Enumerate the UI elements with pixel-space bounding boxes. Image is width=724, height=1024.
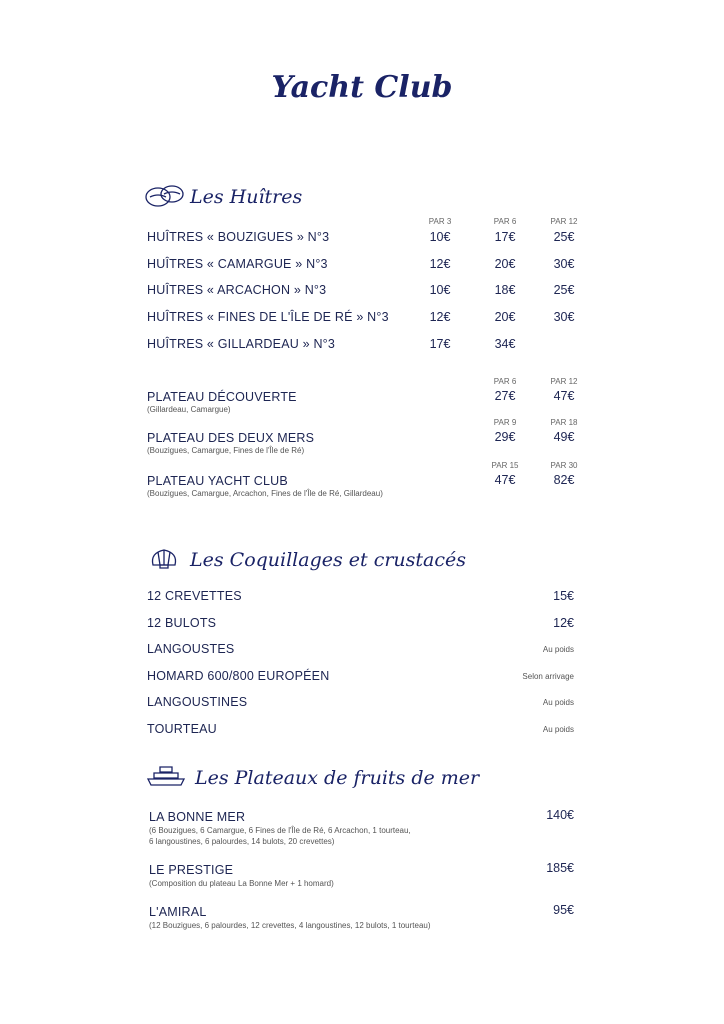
shellfish-item-name: TOURTEAU xyxy=(147,722,217,736)
seafood-platter-description: (6 Bouzigues, 6 Camargue, 6 Fines de l'Île de Ré, 6 Arcachon, 1 tourteau, xyxy=(149,826,411,835)
oyster-item-price: 20€ xyxy=(494,257,516,271)
oyster-item-name: HUÎTRES « CAMARGUE » N°3 xyxy=(147,257,328,271)
section-heading-coquillages: Les Coquillages et crustacés xyxy=(190,549,467,571)
shellfish-item-name: HOMARD 600/800 EUROPÉEN xyxy=(147,668,330,683)
oyster-item-price: 12€ xyxy=(429,310,451,324)
plateau-price: 27€ xyxy=(494,389,516,403)
oyster-item-price: 18€ xyxy=(494,283,516,297)
shellfish-item-name: 12 BULOTS xyxy=(147,615,217,630)
seafood-platter-name: LA BONNE MER xyxy=(149,810,246,824)
plateau-description: (Bouzigues, Camargue, Fines de l'Île de Ré) xyxy=(147,446,305,455)
shellfish-item-price: Au poids xyxy=(542,725,574,734)
shellfish-item-price: 12€ xyxy=(553,615,574,630)
oyster-item-price: 34€ xyxy=(494,337,516,351)
plateau-price: 47€ xyxy=(553,389,575,403)
oyster-item-name: HUÎTRES « FINES DE L'ÎLE DE RÉ » N°3 xyxy=(147,310,389,324)
col-header: PAR 9 xyxy=(493,418,517,427)
seafood-platter-price: 185€ xyxy=(546,861,574,875)
shellfish-item-price: Selon arrivage xyxy=(522,671,574,681)
col-header: PAR 12 xyxy=(550,217,578,226)
plateau-price: 29€ xyxy=(494,430,516,444)
col-header: PAR 15 xyxy=(491,461,519,470)
plateau-price: 82€ xyxy=(553,473,575,487)
seafood-platter-price: 140€ xyxy=(546,808,574,822)
shellfish-item-name: LANGOUSTES xyxy=(147,642,235,657)
oyster-item-name: HUÎTRES « BOUZIGUES » N°3 xyxy=(147,230,330,244)
shell-icon xyxy=(150,547,178,571)
logo-title: Yacht Club xyxy=(271,70,453,105)
shellfish-item-name: LANGOUSTINES xyxy=(147,695,248,710)
plateau-name: PLATEAU DÉCOUVERTE xyxy=(147,390,297,404)
plateau-name: PLATEAU DES DEUX MERS xyxy=(147,431,315,445)
oyster-item-name: HUÎTRES « GILLARDEAU » N°3 xyxy=(147,337,336,351)
col-header: PAR 18 xyxy=(550,418,578,427)
oyster-item-price: 30€ xyxy=(553,257,575,271)
plateau-price: 47€ xyxy=(494,473,516,487)
plateau-price: 49€ xyxy=(553,430,575,444)
oyster-item-price: 25€ xyxy=(553,230,575,244)
plateau-description: (Gillardeau, Camargue) xyxy=(147,405,231,414)
oyster-icon xyxy=(144,183,186,209)
oyster-item-price: 17€ xyxy=(494,230,516,244)
oyster-item-price: 10€ xyxy=(429,230,451,244)
shellfish-item-price: Au poids xyxy=(542,645,574,655)
shellfish-item-price: Au poids xyxy=(542,698,574,708)
oyster-item-price: 20€ xyxy=(494,310,516,324)
section-heading-plateaux: Les Plateaux de fruits de mer xyxy=(195,767,480,789)
shellfish-item-price: 15€ xyxy=(553,589,574,603)
oyster-item-price: 12€ xyxy=(429,257,451,271)
oyster-item-name: HUÎTRES « ARCACHON » N°3 xyxy=(147,283,327,297)
seafood-platter-price: 95€ xyxy=(553,903,574,917)
seafood-platter-description: 6 langoustines, 6 palourdes, 14 bulots, 20 crevettes) xyxy=(149,837,335,846)
oyster-item-price: 30€ xyxy=(553,310,575,324)
plateau-description: (Bouzigues, Camargue, Arcachon, Fines de l'Île de Ré, Gillardeau) xyxy=(147,489,383,498)
col-header: PAR 3 xyxy=(428,217,452,226)
seafood-platter-description: (12 Bouzigues, 6 palourdes, 12 crevettes, 4 langoustines, 12 bulots, 1 tourteau) xyxy=(149,921,431,930)
seafood-platter-name: L'AMIRAL xyxy=(149,905,207,919)
section-heading-huitres: Les Huîtres xyxy=(190,186,303,208)
col-header: PAR 6 xyxy=(493,377,517,386)
oyster-item-price: 10€ xyxy=(429,283,451,297)
oyster-item-price: 25€ xyxy=(553,283,575,297)
col-header: PAR 6 xyxy=(493,217,517,226)
plateau-name: PLATEAU YACHT CLUB xyxy=(147,474,288,488)
seafood-platter-name: LE PRESTIGE xyxy=(149,863,234,877)
col-header: PAR 30 xyxy=(550,461,578,470)
oyster-item-price: 17€ xyxy=(429,337,451,351)
seafood-platter-description: (Composition du plateau La Bonne Mer + 1 homard) xyxy=(149,879,334,888)
platter-icon xyxy=(146,764,186,788)
col-header: PAR 12 xyxy=(550,377,578,386)
shellfish-item-name: 12 CREVETTES xyxy=(147,589,242,603)
